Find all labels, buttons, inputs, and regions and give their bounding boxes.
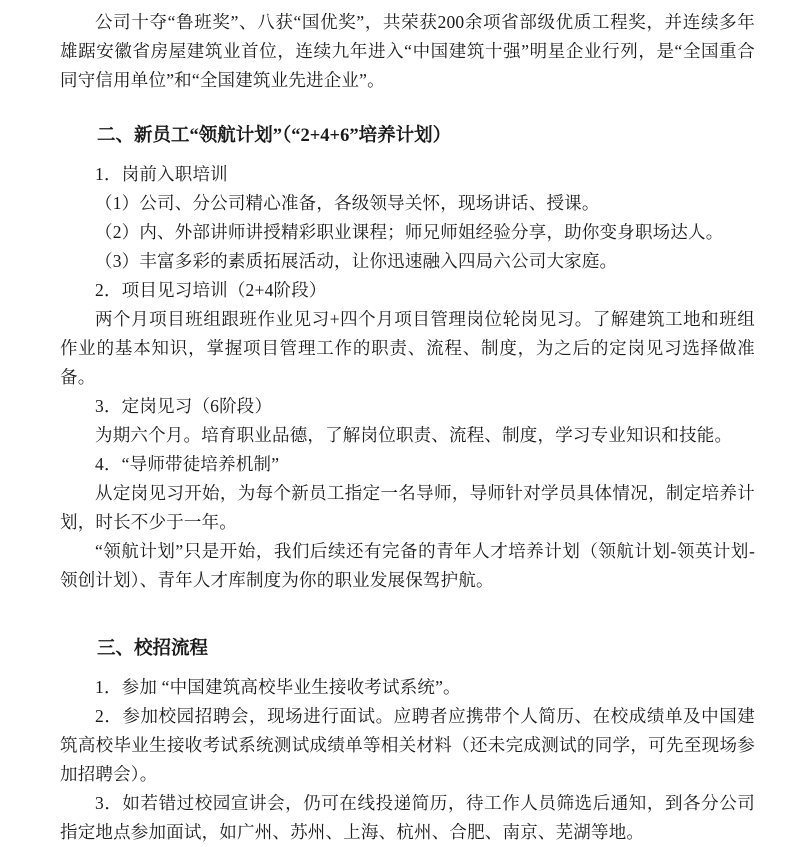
- item-2-title: 2．项目见习培训（2+4阶段）: [95, 280, 327, 300]
- process-item-1: 1．参加 “中国建筑高校毕业生接收考试系统”。: [95, 677, 461, 697]
- item-1-sub-3: （3）丰富多彩的素质拓展活动，让你迅速融入四局六公司大家庭。: [95, 251, 618, 271]
- section-heading-three: 三、校招流程: [97, 639, 209, 659]
- item-4-body: 从定岗见习开始，为每个新员工指定一名导师，导师针对学员具体情况，制定培养计划，时长不少于一年。: [60, 483, 755, 532]
- spacer: [60, 151, 755, 160]
- process-item-2: 2．参加校园招聘会，现场进行面试。应聘者应携带个人简历、在校成绩单及中国建筑高校毕业生接收考试系统测试成绩单等相关材料（还未完成测试的同学，可先至现场参加招聘会）。: [60, 706, 755, 784]
- item-1-sub-2: （2）内、外部讲师讲授精彩职业课程；师兄师姐经验分享，助你变身职场达人。: [95, 222, 724, 242]
- item-3-body: 为期六个月。培育职业品德，了解岗位职责、流程、制度，学习专业知识和技能。: [95, 425, 733, 445]
- item-4-title: 4．“导师带徒培养机制”: [95, 454, 280, 474]
- spacer: [60, 595, 755, 635]
- process-item-3: 3．如若错过校园宣讲会，仍可在线投递简历，待工作人员筛选后通知，到各分公司指定地点参加面试，如广州、苏州、上海、杭州、合肥、南京、芜湖等地。: [60, 793, 755, 842]
- item-2-body: 两个月项目班组跟班作业见习+四个月项目管理岗位轮岗见习。了解建筑工地和班组作业的基本知识，掌握项目管理工作的职责、流程、制度，为之后的定岗见习选择做准备。: [60, 309, 755, 387]
- intro-paragraph: 公司十夺“鲁班奖”、八获“国优奖”，共荣获200余项省部级优质工程奖，并连续多年雄踞安徽省房屋建筑业首位，连续九年进入“中国建筑十强”明星企业行列，是“全国重合同守信用单位”和“全国建筑业先进企业”。: [60, 12, 755, 90]
- item-3-title: 3．定岗见习（6阶段）: [95, 396, 273, 416]
- item-1-sub-1: （1）公司、分公司精心准备，各级领导关怀，现场讲话、授课。: [95, 193, 600, 213]
- spacer: [60, 95, 755, 122]
- section-heading-two: 二、新员工“领航计划”（“2+4+6”培养计划）: [97, 126, 452, 146]
- item-1-title: 1．岗前入职培训: [95, 164, 228, 184]
- plan-closing-paragraph: “领航计划”只是开始，我们后续还有完备的青年人才培养计划（领航计划-领英计划-领创计划）、青年人才库制度为你的职业发展保驾护航。: [60, 541, 755, 590]
- spacer: [60, 664, 755, 673]
